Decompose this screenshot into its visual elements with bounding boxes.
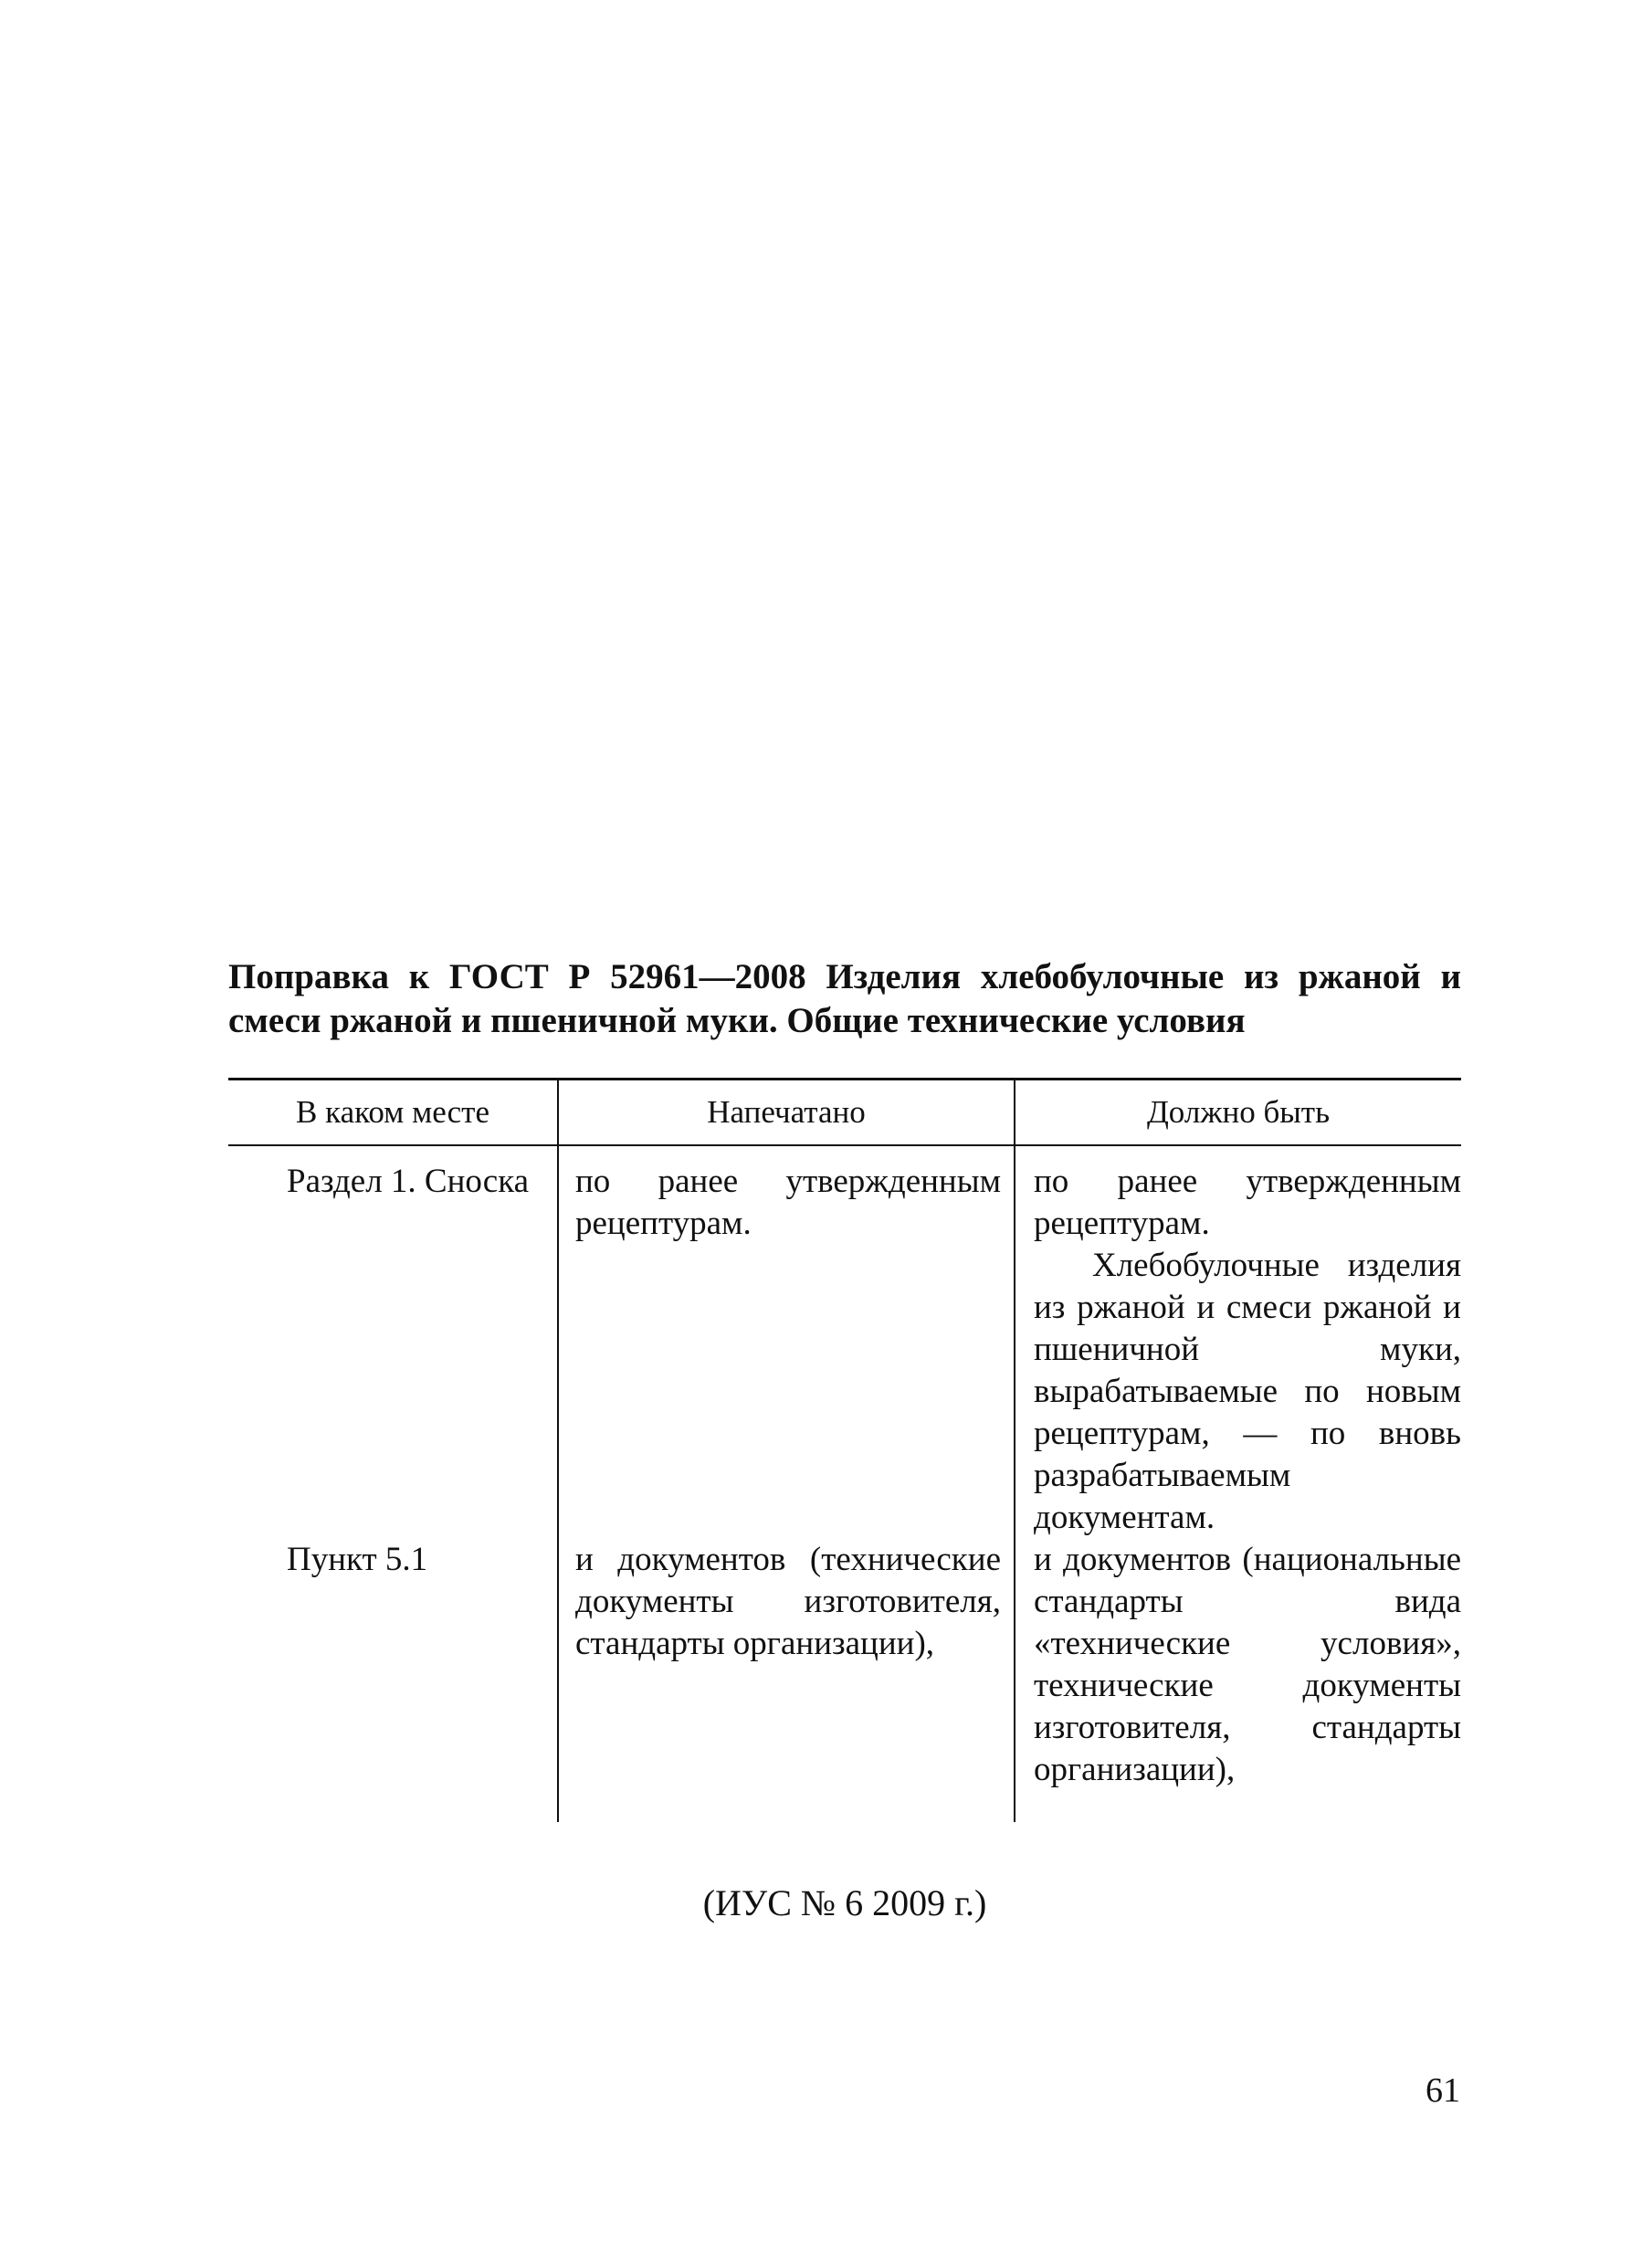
- correct-extra-text: Хлебобулочные изделия из ржаной и смеси ржаной и пшеничной муки, вырабатываемые по новым рецептурам, — по вновь разрабатываемым документам.: [1034, 1247, 1461, 1536]
- table-header-row: [228, 1080, 1461, 1146]
- printed-text: и документов (технические документы изготовителя, стандарты организации),: [575, 1541, 1001, 1662]
- printed-text: по ранее утвержденным рецептурам.: [575, 1163, 1001, 1242]
- cell-printed: [558, 1145, 1015, 1539]
- table-body: [228, 1145, 1461, 1822]
- correct-text: и документов (национальные стандарты вида «технические условия», технические документы изготовителя, стандарты организации),: [1034, 1541, 1461, 1788]
- cell-place: [228, 1539, 558, 1822]
- table-header: [228, 1080, 1461, 1146]
- table-row: [228, 1539, 1461, 1822]
- cell-correct: [1015, 1145, 1461, 1539]
- place-text: Пункт 5.1: [287, 1541, 428, 1578]
- cell-correct: [1015, 1539, 1461, 1822]
- column-header-correct: Должно быть: [1015, 1080, 1461, 1146]
- page-number: 61: [1426, 2071, 1460, 2110]
- column-header-printed: Напечатано: [558, 1080, 1015, 1146]
- column-header-place: В каком месте: [296, 1094, 489, 1130]
- correct-text: по ранее утвержденным рецептурам.: [1034, 1163, 1461, 1242]
- cell-place: [228, 1145, 558, 1539]
- place-text: Раздел 1. Сноска: [287, 1163, 530, 1200]
- document-title: Поправка к ГОСТ Р 52961—2008 Изделия хлебобулочные из ржаной и смеси ржаной и пшеничной муки. Общие технические условия: [228, 957, 1461, 1040]
- cell-printed: [558, 1539, 1015, 1822]
- table-row: [228, 1145, 1461, 1539]
- source-note: (ИУС № 6 2009 г.): [702, 1882, 987, 1923]
- correction-table: [228, 1078, 1461, 1822]
